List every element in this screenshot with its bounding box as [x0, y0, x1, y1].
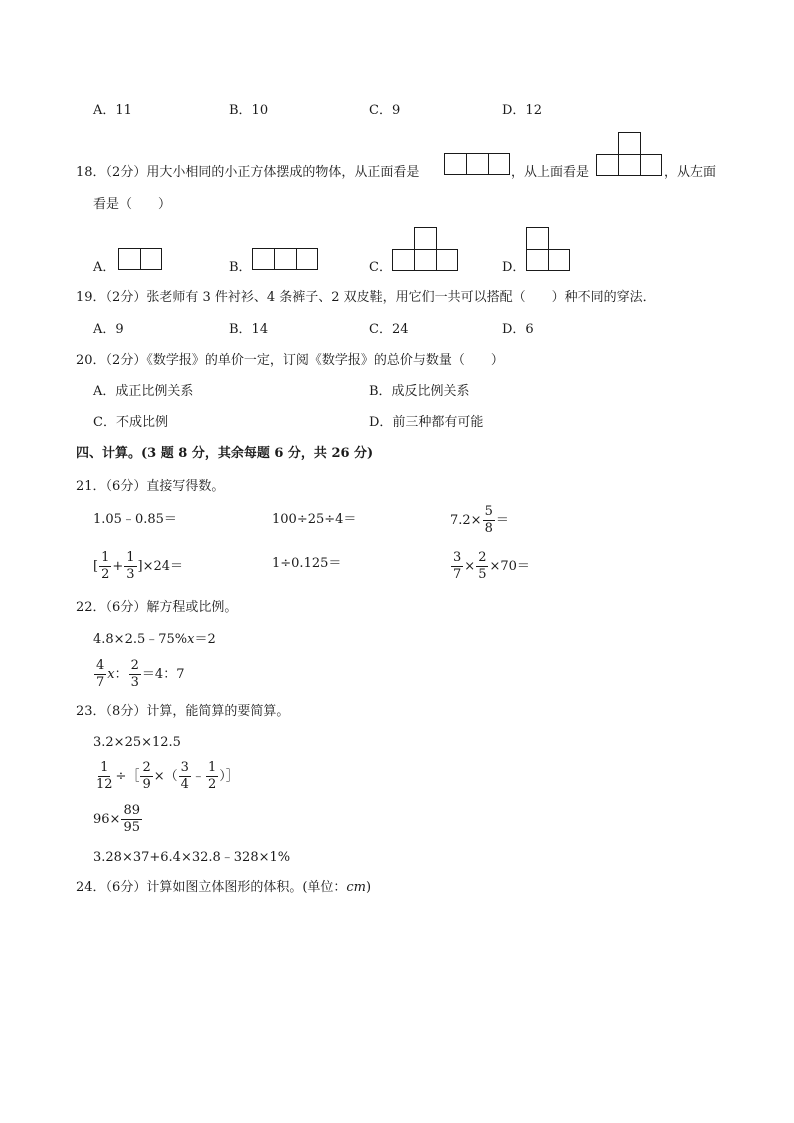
- numerator: 1: [126, 550, 135, 565]
- multiply-sign: ×: [464, 558, 476, 574]
- fraction: [94, 761, 115, 791]
- fraction: [129, 659, 141, 689]
- expr-prefix: 96×: [93, 811, 121, 827]
- denominator: 2: [101, 566, 110, 582]
- numerator: 1: [207, 760, 217, 775]
- q20-text: 20．（2分）《数学报》的单价一定，订阅《数学报》的总价与数量（ ）: [76, 353, 504, 368]
- q21-expr-1: 1.05﹣0.85＝: [93, 512, 177, 527]
- fraction: [140, 761, 152, 791]
- q19-text: 19．（2分）张老师有 3 件衬衫、4 条裤子、2 双皮鞋，用它们一共可以搭配（ ）种不同的穿法．: [76, 290, 656, 305]
- q17-option-b: B．10: [229, 103, 269, 118]
- numerator: 1: [101, 550, 110, 565]
- denominator: 7: [453, 566, 462, 582]
- numerator: 89: [123, 803, 140, 818]
- denominator: 2: [207, 776, 217, 792]
- equation-prefix: 4.8×2.5﹣75%: [93, 632, 188, 647]
- numerator: 2: [142, 760, 151, 775]
- open-bracket: [: [93, 558, 99, 574]
- q18-text-line2: 看是（ ）: [93, 197, 172, 212]
- numerator: 5: [484, 504, 493, 519]
- q23-expr-4: 3.28×37+6.4×32.8﹣328×1%: [93, 850, 291, 865]
- q22-text: 22．（6分）解方程或比例。: [76, 600, 238, 615]
- minus-sign: ﹣: [191, 768, 205, 784]
- numerator: 2: [130, 658, 139, 673]
- q18-option-b-label: B．: [229, 260, 252, 275]
- q21-text: 21．（6分）直接写得数。: [76, 479, 225, 494]
- q21-expr-3: [450, 505, 509, 535]
- q21-expr-4-suffix: ]×24＝: [137, 558, 184, 574]
- fraction: [99, 551, 111, 581]
- q18-option-c-label: C．: [369, 260, 392, 275]
- q20-option-d: D．前三种都有可能: [369, 415, 484, 430]
- q18-option-a-label: A．: [93, 260, 116, 275]
- q21-expr-3-prefix: 7.2×: [450, 512, 482, 528]
- equals-sign: ＝: [495, 512, 509, 528]
- q18-text-part1: 18．（2分）用大小相同的小正方体摆成的物体，从正面看是: [76, 165, 420, 180]
- numerator: 4: [96, 658, 105, 673]
- q23-expr-1: 3.2×25×12.5: [93, 735, 181, 750]
- variable-x: x: [107, 666, 115, 682]
- q17-option-a: A．11: [93, 103, 132, 118]
- denominator: 8: [484, 520, 493, 536]
- numerator: 3: [453, 550, 462, 565]
- numerator: 2: [478, 550, 487, 565]
- denominator: 12: [96, 776, 113, 792]
- denominator: 3: [126, 566, 135, 582]
- q20-option-b: B．成反比例关系: [369, 384, 470, 399]
- colon: ：: [114, 666, 128, 682]
- q20-option-c: C．不成比例: [93, 415, 168, 430]
- section-4-heading: 四、计算。(3 题 8 分，其余每题 6 分，共 26 分): [76, 446, 374, 461]
- denominator: 95: [123, 819, 140, 835]
- q17-option-d: D．12: [502, 103, 542, 118]
- fraction: [121, 804, 142, 834]
- q18-option-d-figure: [526, 227, 570, 271]
- q18-front-view-figure: [444, 153, 510, 175]
- q24-text-suffix: ): [366, 880, 372, 895]
- q22-proportion: [93, 659, 184, 689]
- numerator: 3: [180, 760, 189, 775]
- divide-bracket: ÷［: [115, 768, 140, 784]
- plus-sign: +: [112, 558, 124, 574]
- q24-text-prefix: 24．（6分）计算如图立体图形的体积。(单位：: [76, 880, 347, 895]
- q18-option-b-figure: [252, 248, 318, 270]
- denominator: 4: [180, 776, 189, 792]
- proportion-suffix: ＝4：7: [141, 666, 185, 682]
- close-brackets: ）］: [219, 768, 239, 784]
- q19-option-c: C．24: [369, 322, 409, 337]
- unit-cm: cm: [346, 880, 366, 895]
- q18-top-view-figure: [596, 132, 662, 176]
- denominator: 5: [478, 566, 487, 582]
- q21-expr-2: 100÷25÷4＝: [272, 512, 357, 527]
- q18-text-part3: ，从左面: [664, 165, 717, 180]
- q22-equation-1: [93, 633, 216, 646]
- fraction: [179, 761, 191, 791]
- q18-text-part2: ，从上面看是: [511, 165, 590, 180]
- q21-expr-4: [93, 551, 183, 581]
- denominator: 9: [142, 776, 151, 792]
- q19-option-b: B．14: [229, 322, 269, 337]
- q17-option-c: C．9: [369, 103, 401, 118]
- multiply-paren: ×（: [153, 768, 178, 784]
- q21-expr-5: 1÷0.125＝: [272, 556, 342, 571]
- fraction: [476, 551, 488, 581]
- variable-x: x: [187, 632, 195, 647]
- q18-option-a-figure: [118, 248, 162, 270]
- fraction: [451, 551, 463, 581]
- equation-suffix: ＝2: [194, 632, 216, 647]
- fraction: [94, 659, 106, 689]
- q23-expr-3: [93, 804, 143, 834]
- fraction: [206, 761, 218, 791]
- denominator: 3: [130, 674, 139, 690]
- fraction: [124, 551, 136, 581]
- q21-expr-6: [450, 551, 530, 581]
- q21-expr-6-suffix: ×70＝: [489, 558, 530, 574]
- q24-text: [76, 881, 371, 894]
- numerator: 1: [100, 760, 109, 775]
- q20-option-a: A．成正比例关系: [93, 384, 194, 399]
- fraction: [483, 505, 495, 535]
- q23-text: 23．（8分）计算，能简算的要简算。: [76, 704, 290, 719]
- q18-option-c-figure: [392, 227, 458, 271]
- denominator: 7: [96, 674, 105, 690]
- q19-option-d: D．6: [502, 322, 534, 337]
- q19-option-a: A．9: [93, 322, 124, 337]
- q23-expr-2: [93, 761, 239, 791]
- q18-option-d-label: D．: [502, 260, 526, 275]
